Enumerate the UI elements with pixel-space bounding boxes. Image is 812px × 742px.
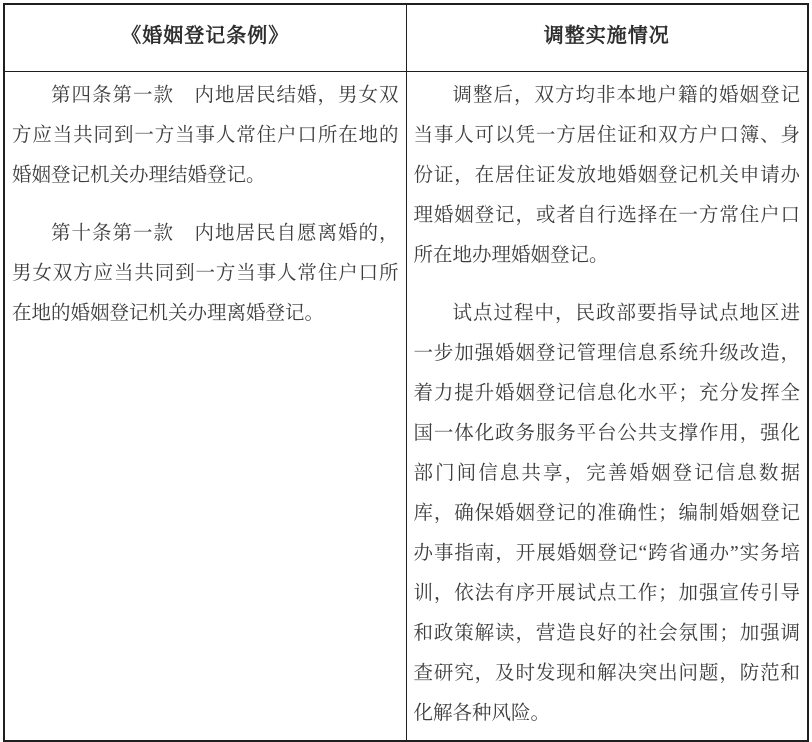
cell-regulations (4, 72, 406, 742)
table-header-row (4, 4, 808, 72)
header-implementation: 调整实施情况 (406, 4, 808, 72)
implementation-paragraph-pilot: 试点过程中，民政部要指导试点地区进一步加强婚姻登记管理信息系统升级改造，着力提升婚姻登记信息化水平；充分发挥全国一体化政务服务平台公共支撑作用，强化部门间信息共享，完善婚姻登记信息数据库，确保婚姻登记的准确性；编制婚姻登记办事指南，开展婚姻登记“跨省通办”实务培训，依法有序开展试点工作；加强宣传引导和政策解读，营造良好的社会氛围；加强调查研究，及时发现和解决突出问题，防范和化解各种风险。 (413, 303, 800, 724)
table-body-row (4, 72, 808, 742)
regulation-paragraph-article10: 第十条第一款 内地居民自愿离婚的，男女双方应当共同到一方当事人常住户口所在地的婚姻登记机关办理离婚登记。 (12, 223, 399, 324)
cell-implementation (406, 72, 808, 742)
regulation-comparison-table (3, 3, 809, 742)
regulation-paragraph-article4: 第四条第一款 内地居民结婚，男女双方应当共同到一方当事人常住户口所在地的婚姻登记机关办理结婚登记。 (12, 85, 399, 186)
header-regulations: 《婚姻登记条例》 (4, 4, 406, 72)
implementation-paragraph-adjustment: 调整后，双方均非本地户籍的婚姻登记当事人可以凭一方居住证和双方户口簿、身份证，在居住证发放地婚姻登记机关申请办理婚姻登记，或者自行选择在一方常住户口所在地办理婚姻登记。 (413, 85, 800, 266)
